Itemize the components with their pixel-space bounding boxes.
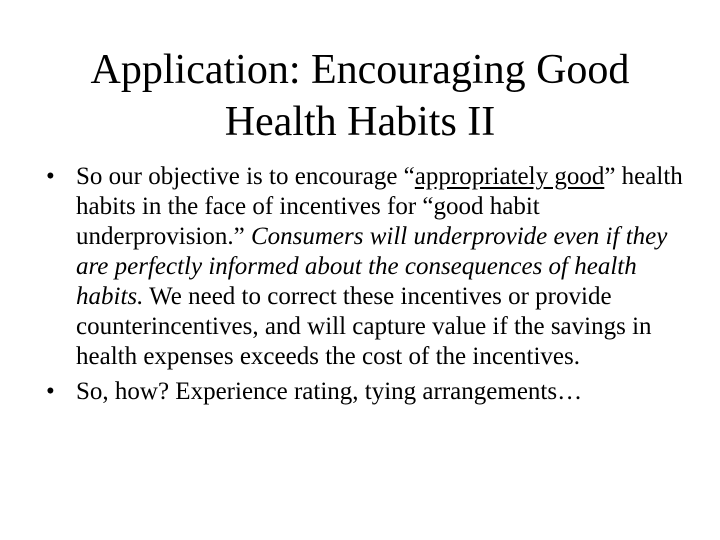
italic-sentence: Consumers will underprovide even if they are perfectly informed about the consequences of health habits.	[76, 223, 668, 310]
slide-title	[40, 44, 680, 148]
bullet-list	[40, 162, 690, 412]
underlined-phrase: appropriately good	[414, 163, 605, 190]
bullet-icon: •	[46, 163, 55, 190]
bullet-text-part: So, how? Experience rating, tying arrangements…	[76, 378, 583, 405]
bullet-icon: •	[46, 378, 55, 405]
bullet-text-part: ” health habits in the face of incentives for “good habit underprovision.”	[76, 163, 683, 250]
bullet-item-how	[40, 377, 690, 407]
bullet-item-objective	[40, 162, 690, 372]
bullet-text-part: We need to correct these incentives or provide counterincentives, and will capture value if the savings in health expenses exceeds the cost of the incentives.	[76, 283, 652, 370]
title-line-1: Application: Encouraging Good	[90, 47, 630, 93]
title-line-2: Health Habits II	[224, 99, 496, 145]
bullet-text-part: So our objective is to encourage “	[76, 163, 415, 190]
